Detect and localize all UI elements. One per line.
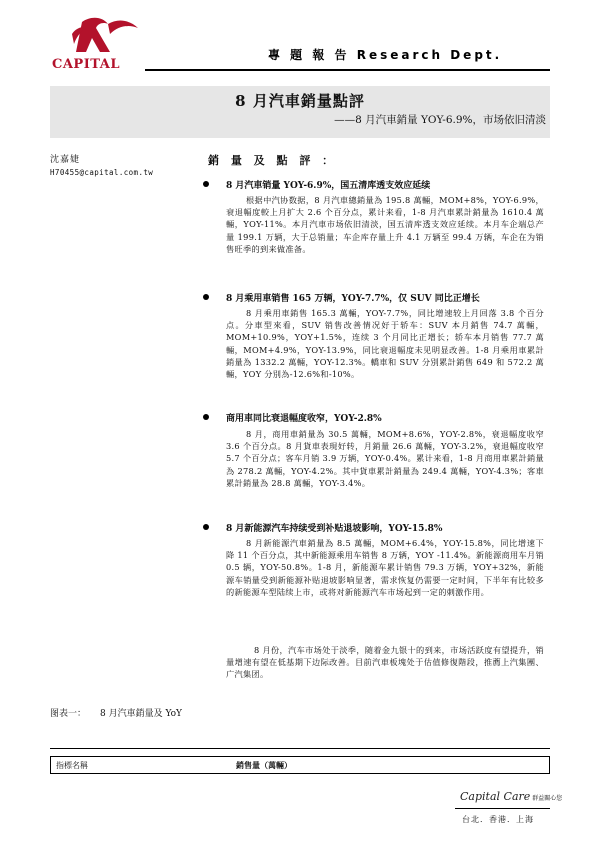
item-title: 8 月乘用車销售 165 万辆，YOY-7.7%，仅 SUV 同比正增长 xyxy=(226,294,480,304)
item-title: 8 月新能源汽车持续受到补贴退坡影响，YOY-15.8% xyxy=(226,524,443,534)
bullet-icon xyxy=(203,524,209,530)
figure-caption: 8 月汽車銷量及 YoY xyxy=(100,709,182,719)
header-rule xyxy=(145,69,550,71)
footer-brand xyxy=(460,790,562,803)
table-header-indicator: 指標名稱 xyxy=(56,761,88,770)
footer-cities: 台北．香港．上海 xyxy=(462,815,534,824)
bullet-icon xyxy=(203,181,209,187)
bullet-icon xyxy=(203,414,209,420)
report-title: 8 月汽車銷量點評 xyxy=(235,92,365,110)
section-heading: 銷 量 及 點 評 ： xyxy=(208,154,338,167)
item-body: 8 月新能源汽車銷量為 8.5 萬輛，MOM+6.4%，YOY-15.8%，同比增速下降 11 个百分点，其中新能源乘用车销售 8 万辆，YOY -11.4%。新能源商用车月销 0.5 辆，YOY-50.8%。1-8 月，新能源车累计销售 79.3 万辆，YOY+32%，新能源车销量受到新能源补贴退坡影响显著，需求恢复仍需要一定时间，下半年有比较多的新能源车型陆续上市，或将对新能源汽车市场起到一定的刺激作用。 xyxy=(226,538,544,597)
footer-rule xyxy=(455,808,550,809)
footer-brand-name: Capital Care xyxy=(460,790,531,803)
footer-brand-cn: 群益關心您 xyxy=(532,795,563,802)
item-title: 商用車同比衰退幅度收窄，YOY-2.8% xyxy=(226,414,382,424)
closing-paragraph: 8 月份，汽车市场处于淡季，随着金九银十的到来，市场活跃度有望提升，销量增速有望在低基期下边际改善。目前汽車板塊处于估值修復階段，推薦上汽集團、广汽集团。 xyxy=(226,645,544,680)
table-top-rule xyxy=(50,748,550,749)
figure-number: 图表一： xyxy=(50,709,87,719)
header-title: 專 題 報 告 Research Dept. xyxy=(268,48,503,62)
item-title: 8 月汽車销量 YOY-6.9%，国五清库透支效应延续 xyxy=(226,181,431,191)
item-body: 根据中汽协数据，8 月汽車總銷量為 195.8 萬輛，MOM+8%，YOY-6.9%，衰退幅度較上月扩大 2.6 个百分点，累计来看，1-8 月汽車累計銷量為 1610.4 萬輛，YOY-11%。本月汽車市场依旧清淡，国五清库透支效应延续。本月车企端总产量 199.1 万辆，大于总销量；车企库存量上升 4.1 万辆至 99.4 万辆，车企在为销售旺季的到来做准备。 xyxy=(226,195,544,254)
author-email: H70455@capital.com.tw xyxy=(50,168,154,177)
bullet-icon xyxy=(203,294,209,300)
item-body: 8 月，商用車銷量為 30.5 萬輛，MOM+8.6%，YOY-2.8%，衰退幅度收窄 3.6 个百分点。8 月貨車表現好转，月銷量 26.6 萬輛，YOY-3.2%，衰退幅度收窄 5.7 个百分点；客车月销 3.9 万辆，YOY-0.4%。累计来看，1-8 月商用車累計銷量為 278.2 萬輛，YOY-4.2%。其中貨車累計銷量為 249.4 萬輛，YOY-4.3%；客車累計銷量為 28.8 萬輛，YOY-3.4%。 xyxy=(226,429,544,488)
figure-label xyxy=(50,706,182,719)
data-table xyxy=(50,756,550,774)
report-subtitle: ——8 月汽車銷量 YOY-6.9%，市场依旧清淡 xyxy=(334,114,546,126)
table-header-sales: 銷售量（萬輛） xyxy=(236,760,292,770)
author-name: 沈嘉婕 xyxy=(50,155,81,165)
item-body: 8 月乘用車銷售 165.3 萬輛，YOY-7.7%，同比增速较上月回落 3.8 个百分点。分車型來看，SUV 销售改善情况好于轿车：SUV 本月銷售 74.7 萬輛，MOM+10.9%，YOY+1.5%，连续 3 个月同比正增长；轿车本月销售 77.7 萬輛，MOM+4.9%，YOY-13.9%，同比衰退幅度未见明显改善。1-8 月乘用車累計銷量為 1332.2 萬輛，YOY-12.3%。轎車和 SUV 分別累計銷售 649 和 572.2 萬輛，YOY 分別為-12.6%和-10%。 xyxy=(226,308,544,380)
logo-text: CAPITAL xyxy=(52,57,120,72)
